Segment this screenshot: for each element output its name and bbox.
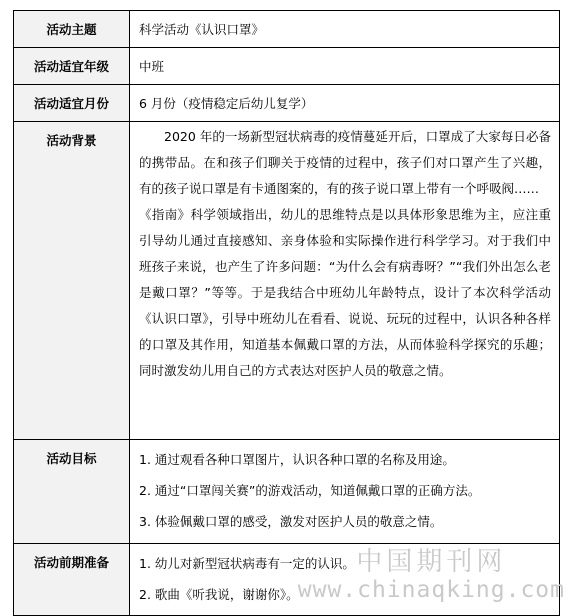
preparation-item: 2. 歌曲《听我说，谢谢你》。 [139,587,299,602]
watermark-url: www.chinaqking.com [297,577,565,603]
row-grade [14,48,560,85]
row-goals [14,440,560,544]
background-paragraph: 2020 年的一场新型冠状病毒的疫情蔓延开后，口罩成了大家每日必备的携带品。在和孩子们聊关于疫情的过程中，孩子们对口罩产生了兴趣，有的孩子说口罩是有卡通图案的，有的孩子说口罩上带有一个呼吸阀…… [139,129,551,196]
background-value [130,122,560,440]
background-paragraph: 《指南》科学领域指出，幼儿的思维特点是以具体形象思维为主，应注重引导幼儿通过直接感知、亲身体验和实际操作进行科学学习。对于我们中班孩子来说，也产生了许多问题：“为什么会有病毒呀？”“我们外出怎么老是戴口罩？”等等。于是我结合中班幼儿年龄特点，设计了本次科学活动《认识口罩》，引导中班幼儿在看看、说说、玩玩的过程中，认识各种各样的口罩及其作用，知道基本佩戴口罩的方法，从而体验科学探究的乐趣；同时激发幼儿用自己的方式表达对医护人员的敬意之情。 [139,207,551,378]
grade-value: 中班 [130,48,560,85]
goals-value [130,440,560,544]
goal-item: 3. 体验佩戴口罩的感受，激发对医护人员的敬意之情。 [139,514,443,529]
watermark-name: 中国期刊网 [356,547,507,577]
row-background [14,122,560,440]
preparation-item: 1. 幼儿对新型冠状病毒有一定的认识。 [139,556,355,571]
preparation-label: 活动前期准备 [14,544,130,616]
goal-item: 1. 通过观看各种口罩图片，认识各种口罩的名称及用途。 [139,452,455,467]
background-label: 活动背景 [14,122,130,440]
goal-item: 2. 通过“口罩闯关赛”的游戏活动，知道佩戴口罩的正确方法。 [139,483,481,498]
row-theme [14,11,560,48]
theme-value: 科学活动《认识口罩》 [130,11,560,48]
grade-label: 活动适宜年级 [14,48,130,85]
activity-plan-table [13,10,560,616]
month-value: 6 月份（疫情稳定后幼儿复学） [130,85,560,122]
row-month [14,85,560,122]
theme-label: 活动主题 [14,11,130,48]
goals-label: 活动目标 [14,440,130,544]
month-label: 活动适宜月份 [14,85,130,122]
